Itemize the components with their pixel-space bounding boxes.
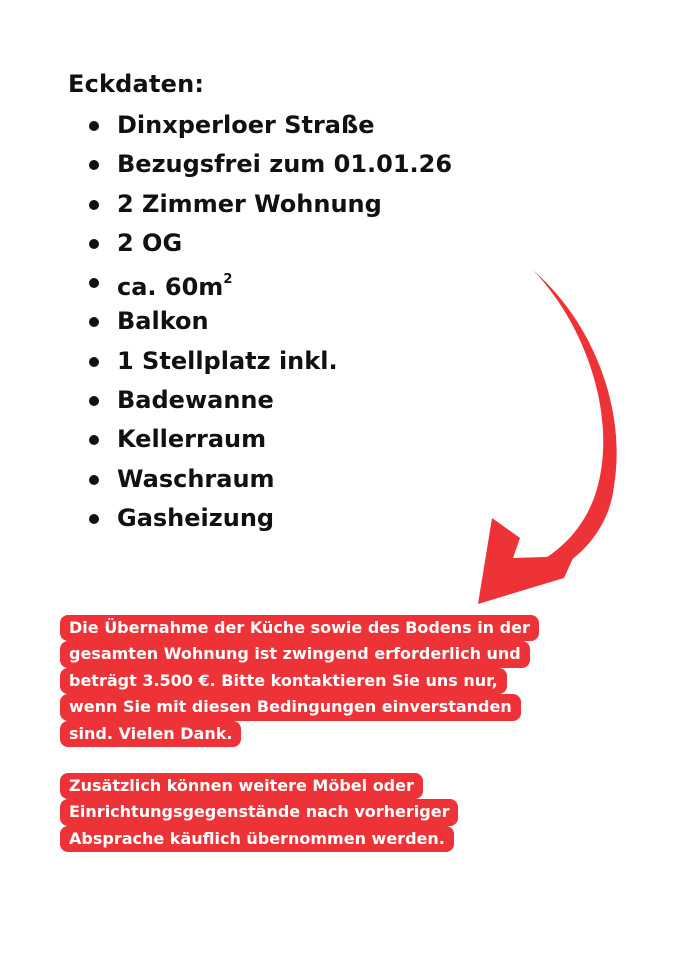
fact-text: Dinxperloer Straße [117,111,375,139]
notice-line: beträgt 3.500 €. Bitte kontaktieren Sie uns nur, [60,668,507,694]
bullet-icon [89,121,99,131]
fact-text: ca. 60m [117,273,224,302]
bullet-icon [89,357,99,367]
notice-line: Die Übernahme der Küche sowie des Bodens in der [60,615,539,641]
heading: Eckdaten: [68,70,205,98]
notice-line: Einrichtungsgegenstände nach vorheriger [60,799,458,825]
fact-item-balcony [88,302,452,341]
fact-text: Bezugsfrei zum 01.01.26 [117,150,453,179]
bullet-icon [89,160,99,170]
fact-text: Waschraum [117,464,275,493]
fact-item-cellar [88,420,452,459]
bullet-icon [89,278,99,288]
fact-text: Balkon [117,307,209,336]
fact-list [88,106,452,538]
fact-text: Badewanne [117,386,274,415]
bullet-icon [89,475,99,485]
paragraph-gap [60,747,539,773]
notice-line: Zusätzlich können weitere Möbel oder [60,773,423,799]
fact-item-street [88,106,452,145]
notice-line: wenn Sie mit diesen Bedingungen einverstanden [60,694,521,720]
notice-line: Absprache käuflich übernommen werden. [60,826,454,852]
fact-item-rooms [88,185,452,224]
notice-line: sind. Vielen Dank. [60,721,241,747]
bullet-icon [89,239,99,249]
fact-item-laundry [88,460,452,499]
bullet-icon [89,396,99,406]
fact-text: 2 Zimmer Wohnung [117,189,382,218]
fact-item-move-in [88,145,452,184]
fact-item-bathtub [88,381,452,420]
bullet-icon [89,317,99,327]
fact-item-floor [88,224,452,263]
bullet-icon [89,200,99,210]
fact-item-area [88,263,452,302]
area-superscript: 2 [223,272,233,288]
fact-text: 2 OG [117,228,183,257]
fact-text: Gasheizung [117,503,275,532]
fact-item-parking [88,342,452,381]
notice-block [60,615,539,852]
fact-item-heating [88,499,452,538]
notice-line: gesamten Wohnung ist zwingend erforderlich und [60,641,530,667]
bullet-icon [89,514,99,524]
fact-text: 1 Stellplatz inkl. [117,346,338,375]
fact-text: Kellerraum [117,425,267,454]
bullet-icon [89,435,99,445]
